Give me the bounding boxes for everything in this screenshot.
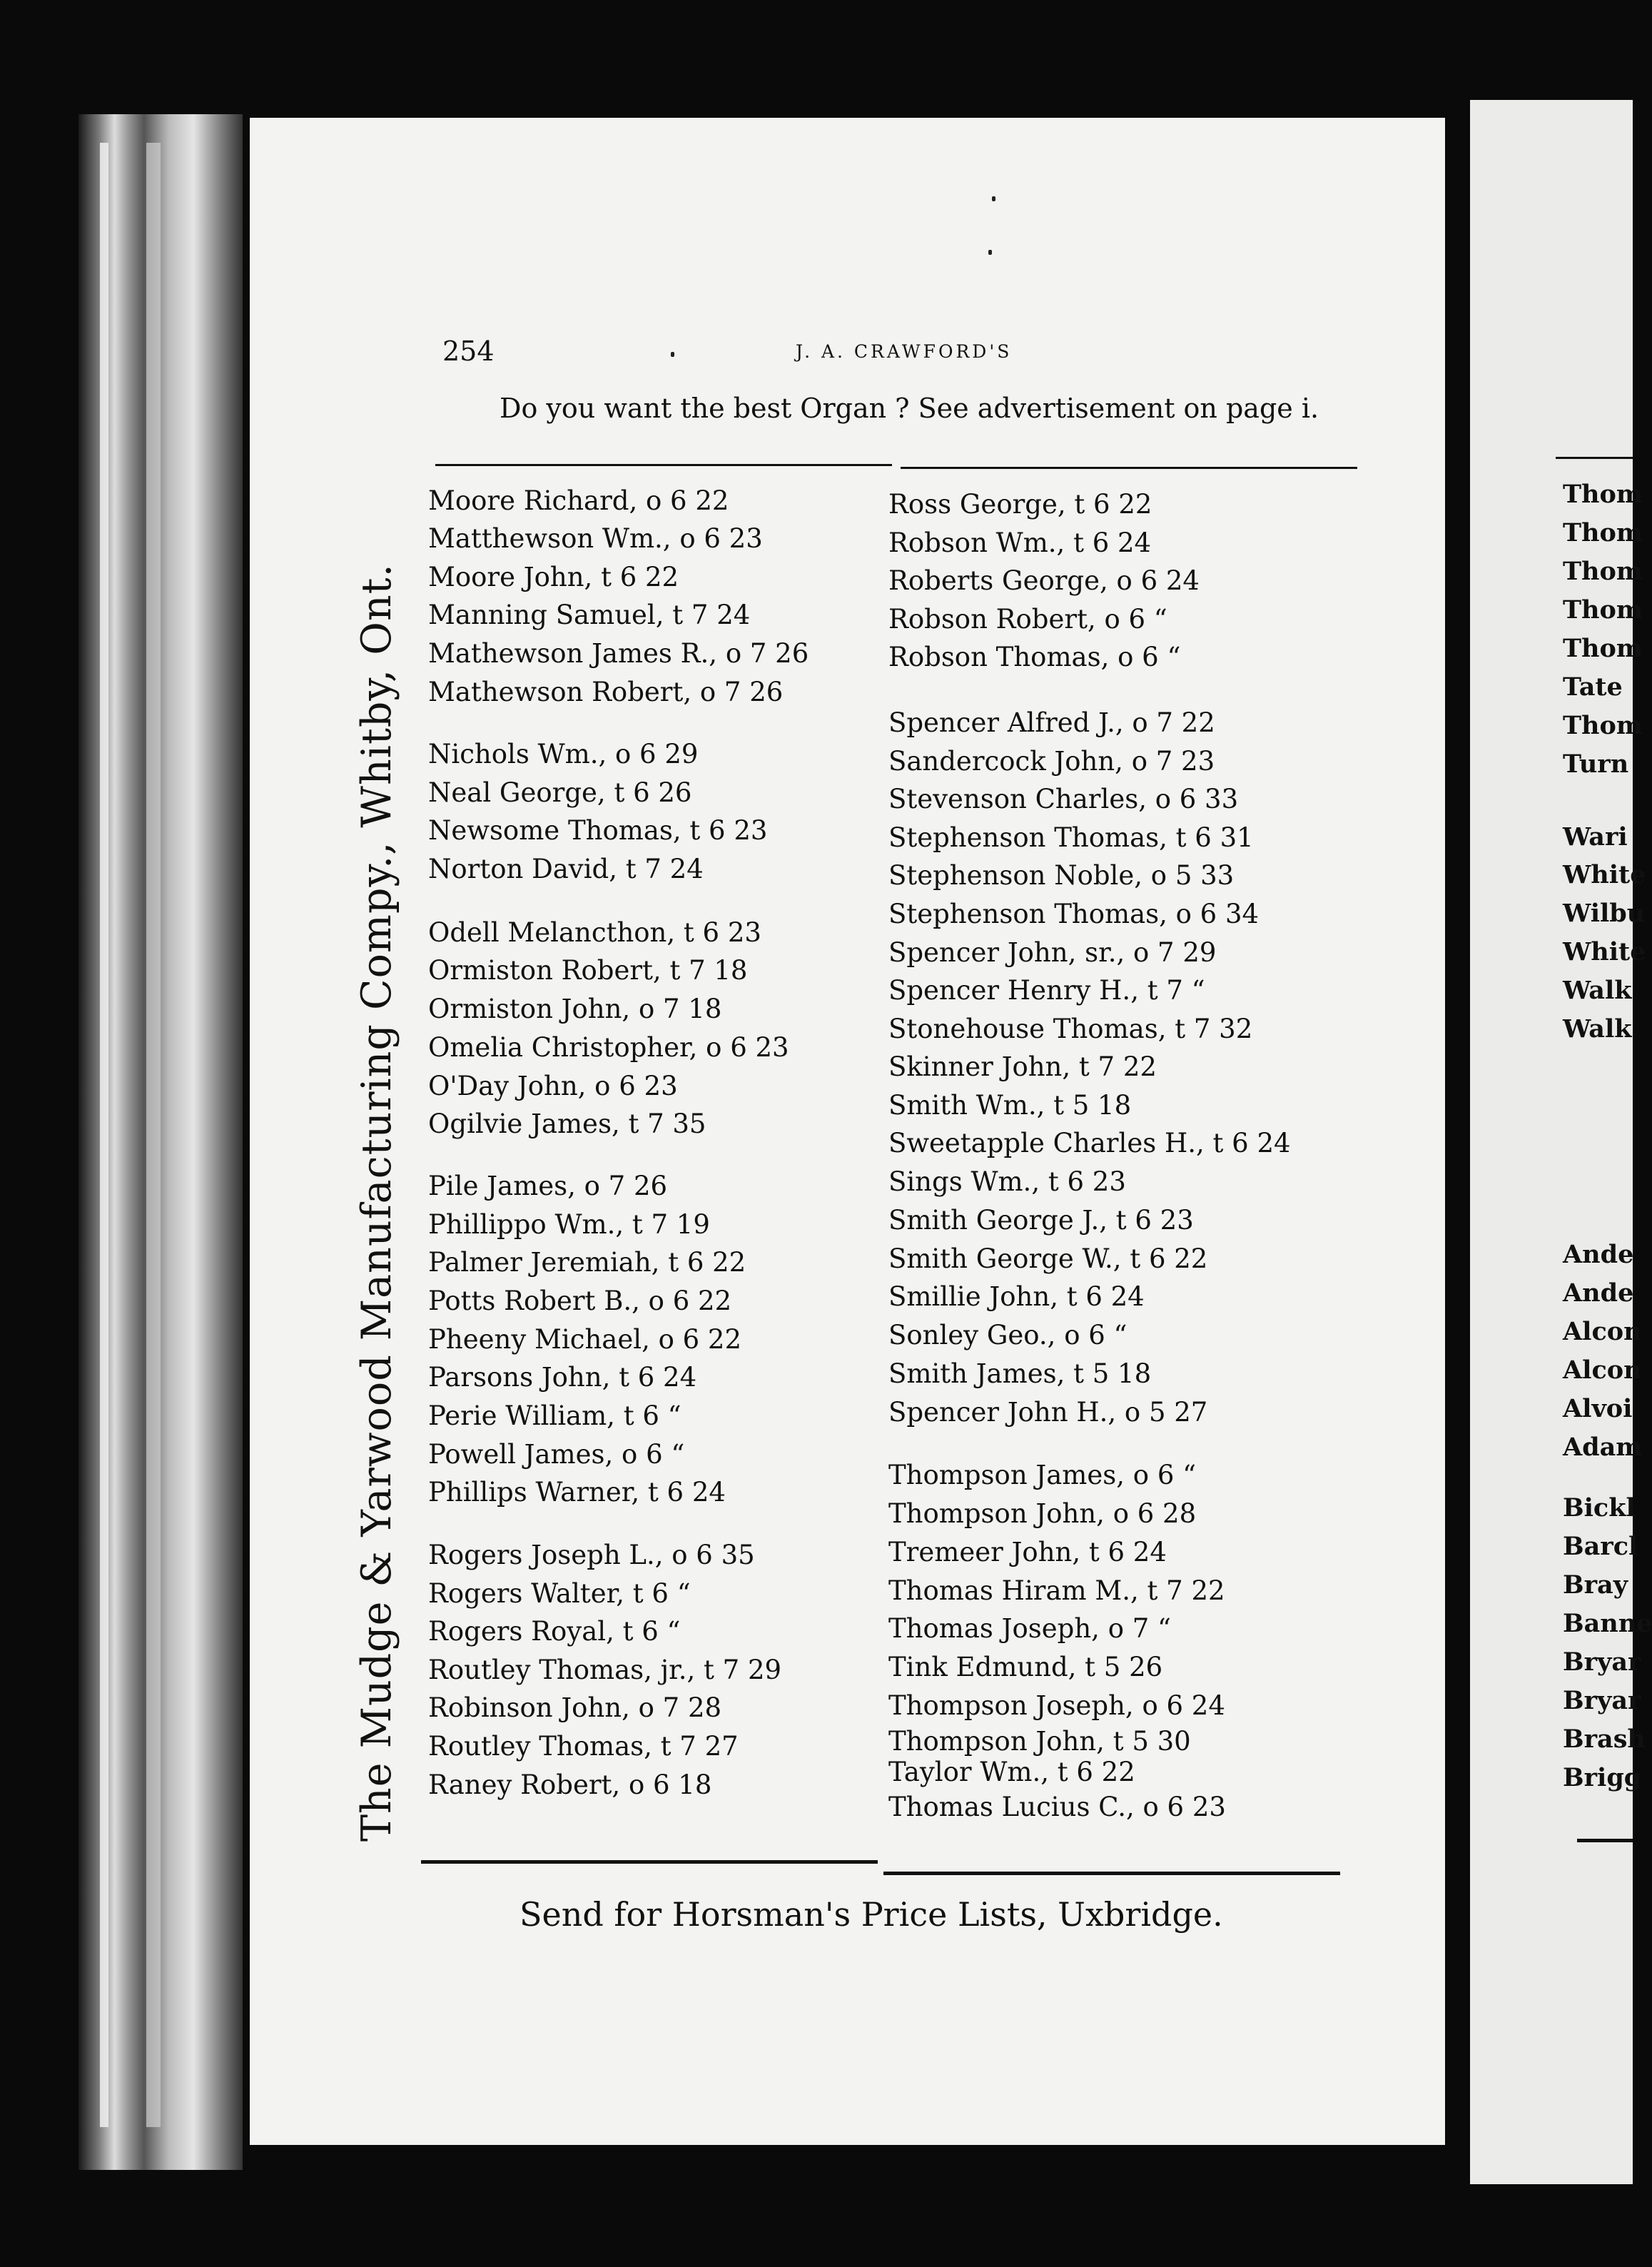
directory-entry: Tremeer John, t 6 24	[888, 1537, 1167, 1567]
adjacent-page-entry: Thom	[1563, 634, 1643, 663]
directory-entry: Robson Thomas, o 6 “	[888, 642, 1181, 672]
directory-entry: Skinner John, t 7 22	[888, 1051, 1157, 1082]
adjacent-page-entry: Thom	[1563, 595, 1643, 625]
adjacent-page-entry: Thom	[1563, 557, 1643, 586]
directory-entry: Stonehouse Thomas, t 7 32	[888, 1014, 1253, 1044]
divider-rule	[435, 464, 892, 466]
adjacent-page-entry: Thom	[1563, 711, 1643, 740]
adjacent-page-entry: Brash	[1563, 1725, 1646, 1754]
directory-entry: Mathewson James R., o 7 26	[428, 638, 809, 669]
adjacent-page-entry: Banne	[1563, 1609, 1652, 1638]
directory-entry: Manning Samuel, t 7 24	[428, 600, 751, 630]
directory-entry: Powell James, o 6 “	[428, 1439, 685, 1470]
directory-entry: Smith George J., t 6 23	[888, 1205, 1194, 1236]
divider-rule	[1556, 457, 1633, 459]
directory-entry: Robinson John, o 7 28	[428, 1692, 722, 1723]
divider-rule	[1577, 1839, 1633, 1842]
running-head: J. A. CRAWFORD'S	[796, 341, 1013, 362]
adjacent-page-entry: Thom	[1563, 480, 1643, 509]
adjacent-page	[1470, 100, 1633, 2184]
directory-entry: Sandercock John, o 7 23	[888, 746, 1215, 777]
adjacent-page-entry: Thom	[1563, 518, 1643, 547]
adjacent-page-entry: Bryar	[1563, 1686, 1641, 1715]
directory-entry: Thomas Hiram M., t 7 22	[888, 1575, 1225, 1606]
directory-entry: Pile James, o 7 26	[428, 1171, 668, 1201]
directory-entry: Robson Robert, o 6 “	[888, 604, 1167, 635]
adjacent-page-entry: Ande	[1563, 1278, 1634, 1308]
directory-entry: Rogers Walter, t 6 “	[428, 1578, 691, 1609]
divider-rule	[883, 1872, 1340, 1875]
directory-entry: Pheeny Michael, o 6 22	[428, 1324, 742, 1355]
directory-entry: Sonley Geo., o 6 “	[888, 1320, 1127, 1350]
spine-highlight	[146, 143, 161, 2127]
directory-entry: Robson Wm., t 6 24	[888, 527, 1152, 558]
adjacent-page-entry: Bray	[1563, 1570, 1628, 1600]
directory-entry: Perie William, t 6 “	[428, 1400, 681, 1431]
directory-entry: Stevenson Charles, o 6 33	[888, 784, 1239, 814]
directory-entry: Taylor Wm., t 6 22	[888, 1757, 1135, 1787]
directory-entry: Matthewson Wm., o 6 23	[428, 523, 763, 554]
adjacent-page-entry: Bryar	[1563, 1647, 1641, 1677]
directory-entry: Routley Thomas, t 7 27	[428, 1731, 739, 1762]
directory-entry: Rogers Joseph L., o 6 35	[428, 1540, 755, 1570]
page-header	[442, 335, 1327, 371]
directory-entry: Ormiston Robert, t 7 18	[428, 955, 748, 986]
directory-entry: Moore Richard, o 6 22	[428, 485, 729, 516]
directory-entry: Newsome Thomas, t 6 23	[428, 815, 768, 846]
directory-entry: Phillips Warner, t 6 24	[428, 1477, 726, 1508]
directory-entry: Smith Wm., t 5 18	[888, 1090, 1132, 1121]
directory-entry: Stephenson Thomas, o 6 34	[888, 899, 1260, 929]
print-speck	[992, 196, 995, 201]
directory-entry: Ormiston John, o 7 18	[428, 994, 722, 1024]
directory-entry: Sweetapple Charles H., t 6 24	[888, 1128, 1291, 1158]
adjacent-page-entry: Alvoi	[1563, 1394, 1633, 1423]
directory-entry: Thompson James, o 6 “	[888, 1460, 1197, 1490]
directory-entry: Tink Edmund, t 5 26	[888, 1652, 1163, 1682]
directory-entry: Mathewson Robert, o 7 26	[428, 677, 784, 707]
directory-entry: Stephenson Thomas, t 6 31	[888, 822, 1254, 853]
directory-entry: Spencer Alfred J., o 7 22	[888, 707, 1215, 738]
bottom-advertisement: Send for Horsman's Price Lists, Uxbridge.	[520, 1895, 1223, 1934]
adjacent-page-entry: Alcon	[1563, 1317, 1642, 1346]
directory-entry: Sings Wm., t 6 23	[888, 1166, 1126, 1197]
adjacent-page-entry: Walk	[1563, 1014, 1632, 1044]
page-gutter	[1445, 100, 1469, 2184]
adjacent-page-entry: Wari	[1563, 822, 1628, 852]
directory-entry: Norton David, t 7 24	[428, 854, 704, 884]
adjacent-page-entry: Wilbu	[1563, 899, 1646, 928]
top-advertisement: Do you want the best Organ ? See advertisement on page i.	[500, 393, 1319, 424]
adjacent-page-entry: Turn	[1563, 749, 1629, 779]
directory-entry: Parsons John, t 6 24	[428, 1362, 697, 1393]
directory-entry: Spencer Henry H., t 7 “	[888, 975, 1205, 1006]
directory-entry: Smith James, t 5 18	[888, 1358, 1152, 1389]
adjacent-page-entry: Barcl	[1563, 1532, 1638, 1561]
adjacent-page-entry: Walk	[1563, 976, 1632, 1005]
directory-entry: Thompson John, o 6 28	[888, 1498, 1197, 1529]
print-speck	[988, 250, 992, 255]
directory-entry: Odell Melancthon, t 6 23	[428, 917, 761, 948]
adjacent-page-entry: White	[1563, 860, 1646, 889]
directory-entry: Palmer Jeremiah, t 6 22	[428, 1247, 746, 1278]
spine-highlight	[100, 143, 108, 2127]
side-advertisement: The Mudge & Yarwood Manufacturing Compy., Whitby, Ont.	[353, 563, 400, 1842]
directory-entry: Thompson John, t 5 30	[888, 1726, 1191, 1757]
directory-entry: Thomas Joseph, o 7 “	[888, 1613, 1171, 1644]
directory-entry: Stephenson Noble, o 5 33	[888, 860, 1235, 891]
directory-entry: Moore John, t 6 22	[428, 562, 679, 592]
adjacent-page-entry: Tate	[1563, 672, 1623, 702]
print-speck	[671, 352, 674, 357]
directory-entry: Routley Thomas, jr., t 7 29	[428, 1655, 782, 1685]
adjacent-page-entry: Ande	[1563, 1240, 1634, 1269]
adjacent-page-entry: Adam	[1563, 1433, 1643, 1462]
directory-entry: Phillippo Wm., t 7 19	[428, 1209, 710, 1240]
divider-rule	[901, 467, 1357, 469]
directory-entry: Potts Robert B., o 6 22	[428, 1286, 732, 1316]
directory-entry: Rogers Royal, t 6 “	[428, 1616, 681, 1647]
divider-rule	[421, 1860, 878, 1864]
directory-entry: Ogilvie James, t 7 35	[428, 1109, 706, 1139]
directory-entry: Nichols Wm., o 6 29	[428, 739, 699, 769]
directory-entry: Thompson Joseph, o 6 24	[888, 1690, 1225, 1721]
directory-entry: Roberts George, o 6 24	[888, 565, 1200, 596]
directory-entry: Neal George, t 6 26	[428, 777, 692, 808]
directory-entry: Omelia Christopher, o 6 23	[428, 1032, 789, 1063]
adjacent-page-entry: Alcon	[1563, 1355, 1642, 1385]
directory-entry: Smillie John, t 6 24	[888, 1281, 1145, 1312]
directory-entry: Spencer John, sr., o 7 29	[888, 937, 1217, 968]
adjacent-page-entry: Bickl	[1563, 1493, 1636, 1523]
directory-entry: O'Day John, o 6 23	[428, 1071, 678, 1101]
page-number: 254	[442, 335, 495, 367]
directory-entry: Thomas Lucius C., o 6 23	[888, 1792, 1226, 1822]
adjacent-page-entry: White	[1563, 937, 1646, 966]
adjacent-page-entry: Brigg	[1563, 1763, 1642, 1792]
directory-entry: Smith George W., t 6 22	[888, 1243, 1208, 1274]
directory-entry: Raney Robert, o 6 18	[428, 1769, 712, 1800]
directory-entry: Spencer John H., o 5 27	[888, 1397, 1208, 1428]
directory-entry: Ross George, t 6 22	[888, 489, 1152, 520]
